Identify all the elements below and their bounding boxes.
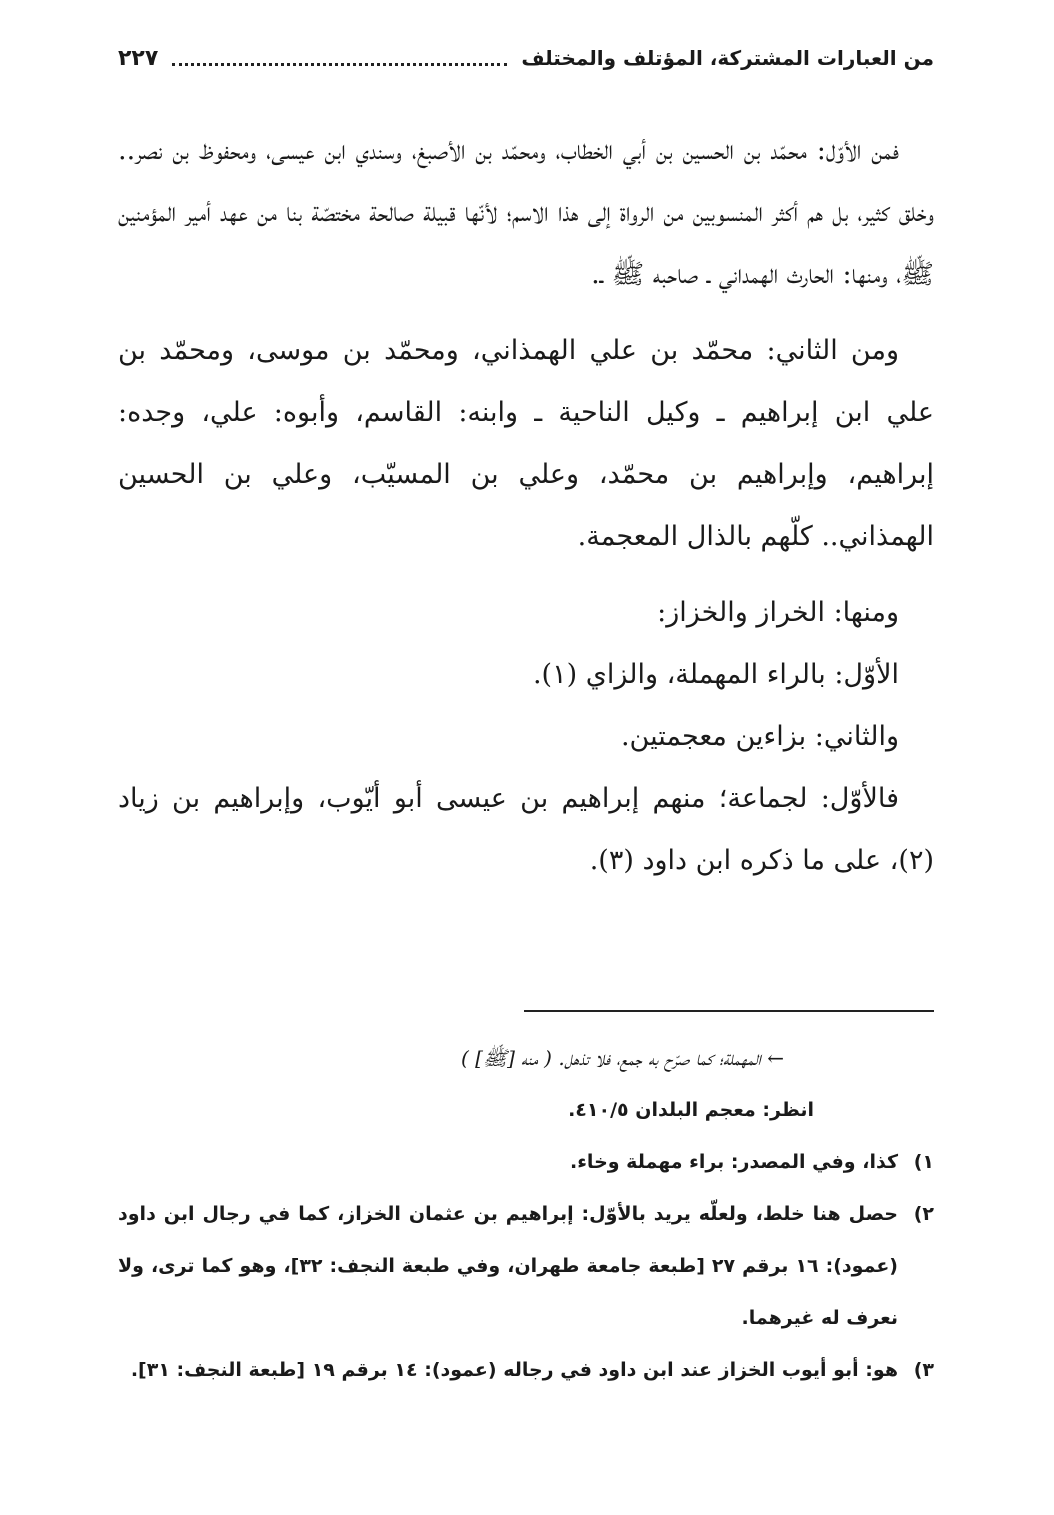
- footnote-continuation: ← المهملة؛ كما صرّح به جمع، فلا تذهل. ( منه [ﷺ] ): [460, 1046, 784, 1070]
- footnotes-section: [118, 1032, 934, 1396]
- footnote-text: هو: أبو أيوب الخزاز عند ابن داود في رجاله (عمود): ١٤ برقم ١٩ [طبعة النجف: ٣١].: [130, 1359, 898, 1381]
- footnote-text: حصل هنا خلط، ولعلّه يريد بالأوّل: إبراهيم بن عثمان الخزاز، كما في رجال ابن داود (عمود): ١٦ برقم ٢٧ [طبعة جامعة طهران، وفي طبعة النجف: ٣٢]، وهو كما ترى، ولا نعرف له غيرهما.: [118, 1203, 898, 1329]
- footnote-1: [118, 1136, 934, 1188]
- paragraph-second-group: ومن الثاني: محمّد بن علي الهمذاني، ومحمّد بن موسى، ومحمّد بن علي ابن إبراهيم ـ وكيل الناحية ـ وابنه: القاسم، وأبوه: علي، وجده: إبراهيم، وإبراهيم بن محمّد، وعلي بن المسيّب، وعلي بن الحسين الهمذاني.. كلّهم بالذال المعجمة.: [118, 335, 935, 552]
- dotted-leader: [172, 63, 507, 66]
- running-head-title: من العبارات المشتركة، المؤتلف والمختلف: [521, 46, 934, 70]
- footnote-2: [118, 1188, 934, 1344]
- footnote-number: ٣): [913, 1359, 934, 1381]
- paragraph-first-group-names: فالأوّل: لجماعة؛ منهم إبراهيم بن عيسى أبو أيّوب، وإبراهيم بن زياد (٢)، على ما ذكره ابن داود (٣).: [118, 783, 934, 876]
- main-text: [118, 120, 934, 892]
- footnote-separator: [524, 1010, 934, 1012]
- footnote-number: ١): [913, 1151, 934, 1173]
- paragraph-first-group: فمن الأوّل: محمّد بن الحسين بن أبي الخطاب، ومحمّد بن الأصبغ، وسندي ابن عيسى، ومحفوظ بن نصر.. وخلق كثير، بل هم أكثر المنسوبين من الرواة إلى هذا الاسم؛ لأنّها قبيلة صالحة مختصّة بنا من عهد أمير المؤمنين ﷺ، ومنها: الحارث الهمداني ـ صاحبه ﷺ ـ.: [118, 135, 934, 290]
- footnote-3: [118, 1344, 934, 1396]
- running-head: [118, 38, 934, 78]
- page-number: ٢٢٧: [118, 45, 159, 71]
- footnote-number: ٢): [913, 1203, 934, 1225]
- paragraph-first-spelling: الأوّل: بالراء المهملة، والزاي (١).: [532, 659, 899, 690]
- footnote-reference: انظر: معجم البلدان ٤١٠/٥.: [568, 1099, 814, 1121]
- paragraph-second-spelling: والثاني: بزاءين معجمتين.: [620, 721, 899, 752]
- footnote-text: كذا، وفي المصدر: براء مهملة وخاء.: [570, 1151, 898, 1173]
- paragraph-kharraz-heading: ومنها: الخراز والخزاز:: [657, 597, 899, 628]
